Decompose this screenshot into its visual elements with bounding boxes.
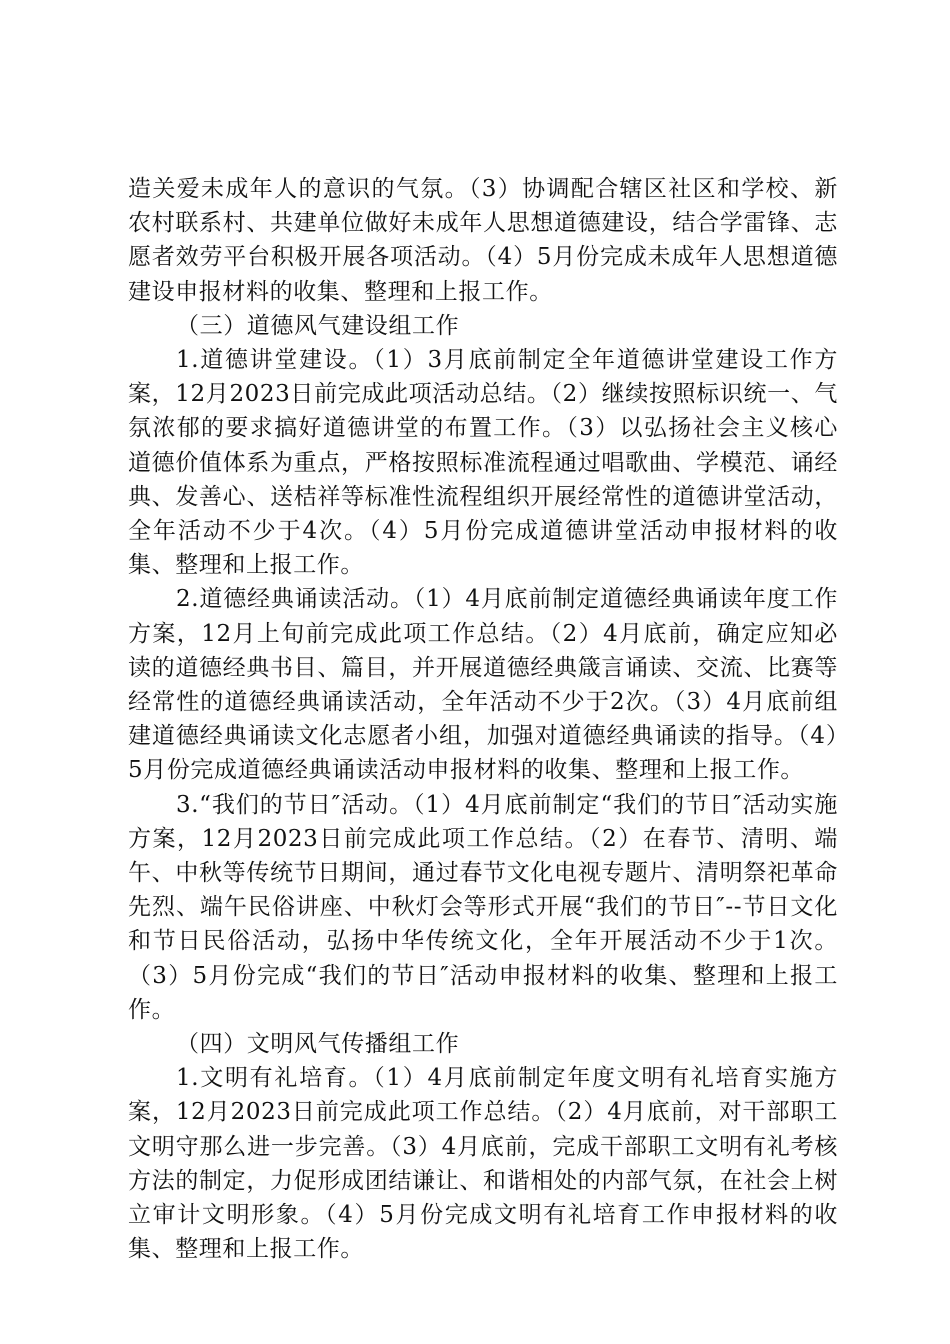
paragraph-continuation: 造关爱未成年人的意识的气氛。（3）协调配合辖区社区和学校、新农村联系村、共建单位做好未成年人思想道德建设，结合学雷锋、志愿者效劳平台积极开展各项活动。（4）5月份完成未成年人思想道德建设申报材料的收集、整理和上报工作。 xyxy=(128,176,838,305)
paragraph-civility-cultivation: 1.文明有礼培育。（1）4月底前制定年度文明有礼培育实施方案，12月2023日前完成此项工作总结。（2）4月底前，对干部职工文明守那么进一步完善。（3）4月底前，完成干部职工文明有礼考核方法的制定，力促形成团结谦让、和谐相处的内部气氛，在社会上树立审计文明形象。（4）5月份完成文明有礼培育工作申报材料的收集、整理和上报工作。 xyxy=(128,1065,838,1263)
paragraph-our-festivals: 3.“我们的节日″活动。（1）4月底前制定“我们的节日″活动实施方案，12月2023日前完成此项工作总结。（2）在春节、清明、端午、中秋等传统节日期间，通过春节文化电视专题片、清明祭祀革命先烈、端午民俗讲座、中秋灯会等形式开展“我们的节日″--节日文化和节日民俗活动，弘扬中华传统文化，全年开展活动不少于1次。（3）5月份完成“我们的节日″活动申报材料的收集、整理和上报工作。 xyxy=(128,791,838,1023)
section-heading-3: （三）道德风气建设组工作 xyxy=(176,312,460,339)
paragraph-moral-lecture-hall: 1.道德讲堂建设。（1）3月底前制定全年道德讲堂建设工作方案，12月2023日前完成此项活动总结。（2）继续按照标识统一、气氛浓郁的要求搞好道德讲堂的布置工作。（3）以弘扬社会主义核心道德价值体系为重点，严格按照标准流程通过唱歌曲、学模范、诵经典、发善心、送桔祥等标准性流程组织开展经常性的道德讲堂活动，全年活动不少于4次。（4）5月份完成道德讲堂活动申报材料的收集、整理和上报工作。 xyxy=(128,347,838,579)
paragraph-classic-reading: 2.道德经典诵读活动。（1）4月底前制定道德经典诵读年度工作方案，12月上旬前完成此项工作总结。（2）4月底前，确定应知必读的道德经典书目、篇目，并开展道德经典箴言诵读、交流、比赛等经常性的道德经典诵读活动，全年活动不少于2次。（3）4月底前组建道德经典诵读文化志愿者小组，加强对道德经典诵读的指导。（4）5月份完成道德经典诵读活动申报材料的收集、整理和上报工作。 xyxy=(128,586,838,784)
section-heading-4: （四）文明风气传播组工作 xyxy=(176,1031,460,1058)
document-body xyxy=(128,172,838,1267)
